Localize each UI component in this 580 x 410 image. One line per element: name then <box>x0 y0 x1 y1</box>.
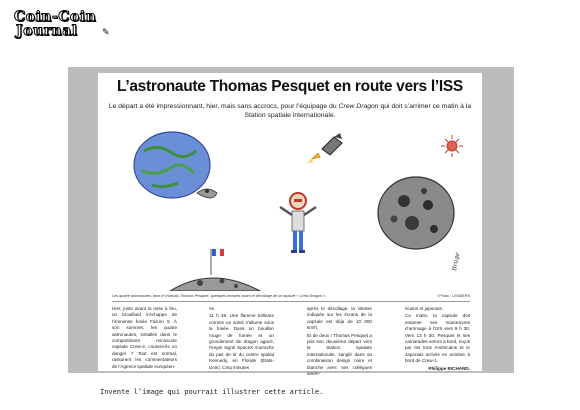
child-drawing <box>112 131 470 291</box>
coin-coin-journal-logo <box>14 9 110 39</box>
photo-caption-row <box>112 293 470 302</box>
article-column-3 <box>307 306 372 377</box>
paragraph: 11 h 49. Une flamme brillante comme un soleil s’allume sous la fusée. Dans un bouillon rouge de fumée et un grondement de dragon agacé, l’engin signé SpaceX s’arrache du pas de tir du centre spatial Kennedy, en Floride (États-Unis). Cinq minutes <box>209 313 274 370</box>
article-column-1 <box>112 306 177 370</box>
logo-line-1: Coin-Coin <box>14 9 97 25</box>
small-moon <box>197 189 217 198</box>
subhead-emphasis: Crew Dragon <box>338 103 379 110</box>
article-subhead <box>108 102 472 120</box>
french-flag <box>211 249 224 275</box>
paragraph: Et de deux ! Thomas Pesquet a pris son deuxième départ vers la Station spatiale internationale, sanglé dans sa combinaison design noire et blanche avec ses collègues améri- <box>307 332 372 377</box>
article-headline: L’astronaute Thomas Pesquet en route vers l’ISS <box>117 78 463 95</box>
photo-credit: / Photo : LENAERS <box>437 294 470 298</box>
rocket <box>307 133 342 163</box>
duck-icon: ✎ <box>102 28 110 38</box>
astronaut <box>280 193 316 253</box>
paragraph: ricains et japonais. <box>405 306 444 311</box>
subhead-text-2: qui doit s’arrimer ce matin à la Station spatiale internationale. <box>244 103 472 119</box>
worksheet-instruction: Invente l’image qui pourrait illustrer cette article. <box>100 388 324 396</box>
paragraph: Ce matin, la capsule doit entamer ses manœuvres d’arrimage à l’ISS vers 9 h 30. Vers 13 h 30, Pesquet et ses camarades seront à bord, reçus par les trois Américains et le Japonais arrivés en octobre à bord de Crew-1. <box>405 313 470 364</box>
drawing-signature: Bruge <box>451 251 462 272</box>
grey-planet <box>378 177 454 249</box>
blue-planet <box>134 132 210 198</box>
paragraph: après le décollage, la vitesse indiquée sur les écrans de la capsule est déjà de 10 000 km/h. <box>307 306 372 331</box>
article-column-4 <box>405 306 470 372</box>
red-sun <box>441 135 463 157</box>
paragraph: Hier, juste avant la mise à feu, un brouillard s’échappe de l’immense fusée Falcon 9. À son sommet, les quatre astronautes, installés dans le compartiment minuscule capsule Crew-2, courent-ils un danger ? Tout est normal, rassurent les commentateurs de l’Agence spatiale européen- <box>112 306 177 369</box>
article-body <box>112 306 470 377</box>
subhead-text-1: Le départ a été impressionnant, hier, mais sans accrocs, pour l’équipage du <box>108 103 339 110</box>
paragraph: ne. <box>209 306 216 311</box>
moon-ground <box>170 278 260 291</box>
author-signature: Philippe RICHARD. <box>428 365 470 371</box>
article-column-2 <box>209 306 274 371</box>
newspaper-clipping <box>98 73 482 377</box>
logo-line-2: Journal <box>16 23 78 39</box>
photo-caption: Les quatre astronautes, dont le français Thomas Pesquet, quelques minutes avant le décollage de la capsule « Crew Dragon ». <box>112 294 327 298</box>
